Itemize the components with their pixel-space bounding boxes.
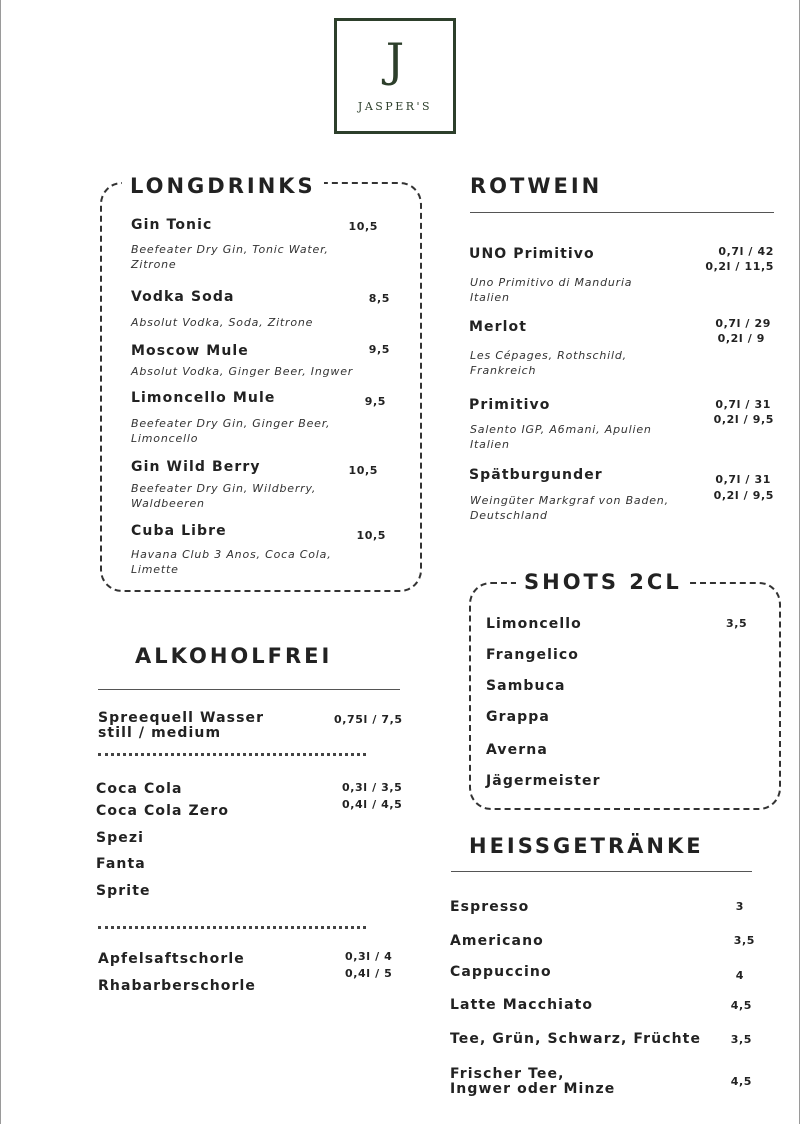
wine-price-bottle: 0,7l / 29 <box>715 317 771 330</box>
dotted-separator <box>98 926 366 929</box>
shot-name: Limoncello <box>486 616 582 632</box>
softdrink-price: 0,4l / 4,5 <box>342 798 403 811</box>
longdrink-name: Vodka Soda <box>131 289 235 305</box>
longdrink-description: Beefeater Dry Gin, Ginger Beer, Limoncello <box>131 417 331 445</box>
wine-name: Merlot <box>469 319 528 335</box>
longdrink-name: Limoncello Mule <box>131 390 276 406</box>
longdrink-price: 10,5 <box>348 464 378 477</box>
heiss-rule <box>451 871 752 872</box>
shot-name: Grappa <box>486 709 550 725</box>
softdrink-name: Spezi <box>96 830 145 846</box>
hot-drink-price: 4 <box>735 969 744 982</box>
water-name: Spreequell Wasser still / medium <box>98 710 265 741</box>
logo <box>334 18 456 134</box>
hot-drink-price: 3,5 <box>730 1033 752 1046</box>
hot-drink-name: Latte Macchiato <box>450 997 594 1013</box>
logo-initial: J <box>385 33 405 87</box>
longdrinks-title: LONGDRINKS <box>122 174 324 198</box>
wine-price-glass: 0,2l / 9,5 <box>713 489 774 502</box>
logo-name: JASPER'S <box>357 100 433 113</box>
shot-name: Sambuca <box>486 678 566 694</box>
hot-drink-price: 3,5 <box>733 934 755 947</box>
shot-name: Jägermeister <box>486 773 601 789</box>
longdrink-price: 8,5 <box>368 292 390 305</box>
wine-description: Weingüter Markgraf von Baden, Deutschland <box>470 494 669 522</box>
softdrink-name: Sprite <box>96 883 151 899</box>
longdrink-price: 10,5 <box>348 220 378 233</box>
hot-drink-price: 4,5 <box>730 1075 752 1088</box>
longdrink-description: Havana Club 3 Anos, Coca Cola, Limette <box>131 548 332 576</box>
shot-price: 3,5 <box>726 617 748 630</box>
hot-drink-name: Tee, Grün, Schwarz, Früchte <box>450 1031 702 1047</box>
wine-name: UNO Primitivo <box>469 246 595 262</box>
schorle-name: Apfelsaftschorle <box>98 951 245 967</box>
longdrink-name: Gin Tonic <box>131 217 213 233</box>
left-page-edge <box>0 0 1 1124</box>
wine-price-glass: 0,2l / 9,5 <box>713 413 774 426</box>
wine-price-glass: 0,2l / 9 <box>717 332 765 345</box>
longdrink-description: Beefeater Dry Gin, Wildberry, Waldbeeren <box>131 482 317 510</box>
water-price: 0,75l / 7,5 <box>334 713 403 726</box>
longdrink-price: 9,5 <box>364 395 386 408</box>
softdrink-name: Fanta <box>96 856 146 872</box>
wine-price-bottle: 0,7l / 31 <box>715 473 771 486</box>
longdrink-description: Absolut Vodka, Soda, Zitrone <box>131 316 314 329</box>
wine-description: Salento IGP, A6mani, Apulien Italien <box>470 423 652 451</box>
wine-name: Primitivo <box>469 397 551 413</box>
wine-name: Spätburgunder <box>469 467 603 483</box>
schorle-price: 0,3l / 4 <box>345 950 393 963</box>
schorle-price: 0,4l / 5 <box>345 967 393 980</box>
longdrink-description: Absolut Vodka, Ginger Beer, Ingwer <box>131 365 354 378</box>
shot-name: Frangelico <box>486 647 580 663</box>
hot-drink-price: 3 <box>735 900 744 913</box>
wine-description: Uno Primitivo di Manduria Italien <box>470 276 633 304</box>
wine-description: Les Cépages, Rothschild, Frankreich <box>470 349 627 377</box>
dotted-separator <box>98 753 366 756</box>
hot-drink-name: Cappuccino <box>450 964 552 980</box>
shots-title: SHOTS 2CL <box>516 570 690 594</box>
rotwein-rule <box>470 212 774 213</box>
rotwein-title: ROTWEIN <box>470 174 603 198</box>
hot-drink-name: Espresso <box>450 899 530 915</box>
longdrink-description: Beefeater Dry Gin, Tonic Water, Zitrone <box>131 243 329 271</box>
softdrink-name: Coca Cola Zero <box>96 803 230 819</box>
longdrink-name: Gin Wild Berry <box>131 459 261 475</box>
schorle-name: Rhabarberschorle <box>98 978 257 994</box>
hot-drink-name: Frischer Tee, Ingwer oder Minze <box>450 1066 616 1097</box>
softdrink-name: Coca Cola <box>96 781 183 797</box>
wine-price-bottle: 0,7l / 42 <box>718 245 774 258</box>
longdrink-price: 9,5 <box>368 343 390 356</box>
softdrink-price: 0,3l / 3,5 <box>342 781 403 794</box>
hot-drink-name: Americano <box>450 933 544 949</box>
wine-price-glass: 0,2l / 11,5 <box>705 260 774 273</box>
alkoholfrei-rule <box>98 689 400 690</box>
longdrink-name: Cuba Libre <box>131 523 227 539</box>
heiss-title: HEISSGETRÄNKE <box>469 834 704 858</box>
alkoholfrei-title: ALKOHOLFREI <box>135 644 333 668</box>
longdrink-name: Moscow Mule <box>131 343 249 359</box>
hot-drink-price: 4,5 <box>730 999 752 1012</box>
longdrink-price: 10,5 <box>356 529 386 542</box>
wine-price-bottle: 0,7l / 31 <box>715 398 771 411</box>
shot-name: Averna <box>486 742 548 758</box>
